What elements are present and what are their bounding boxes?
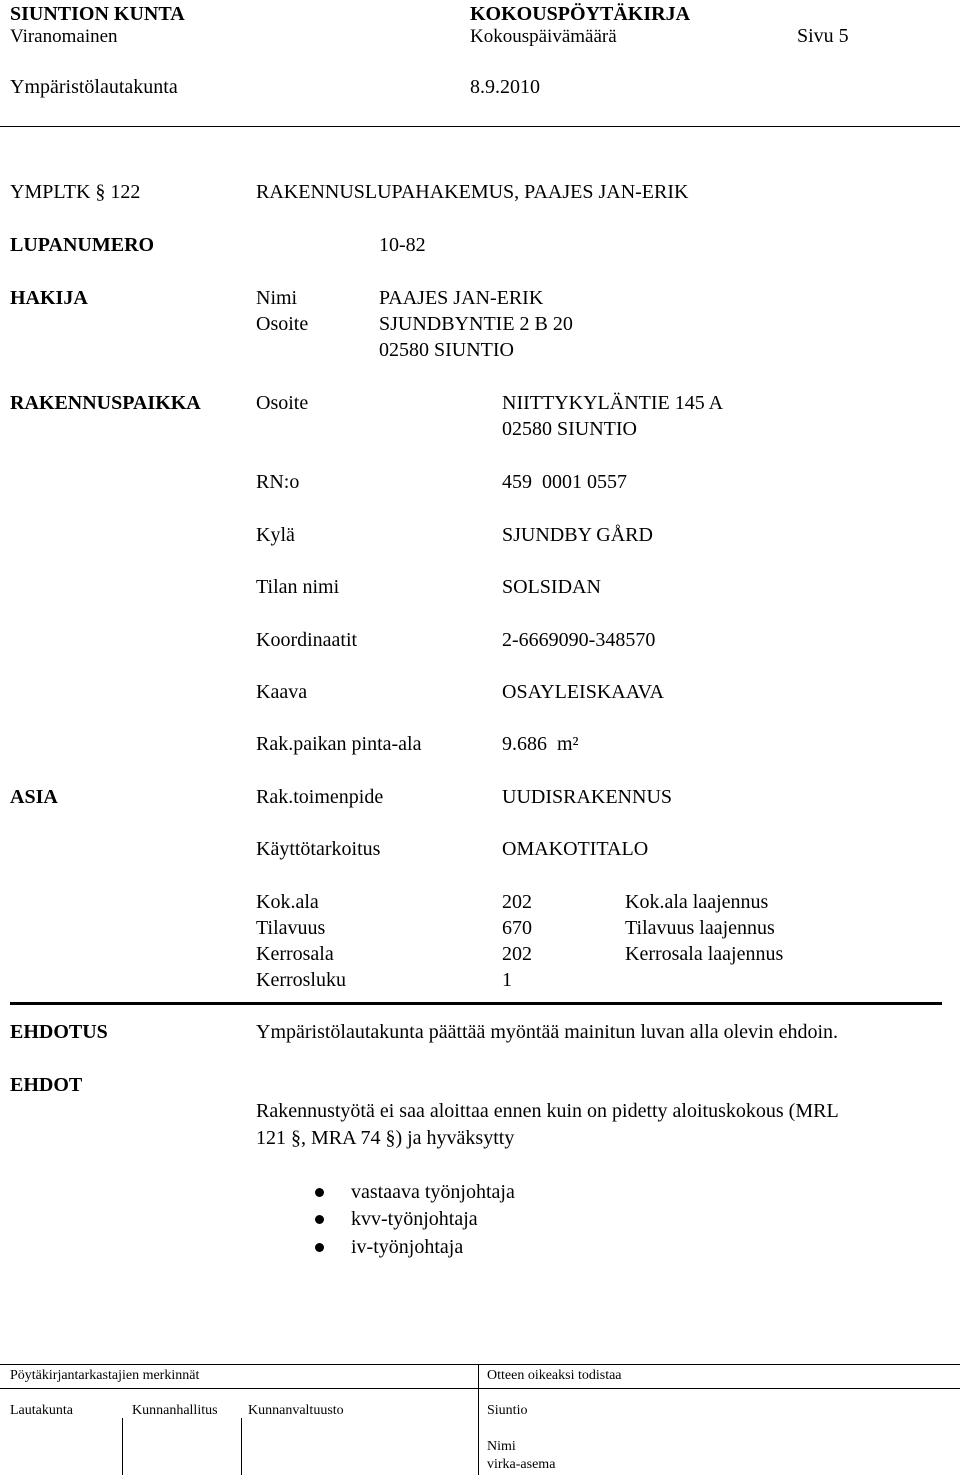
municipality-name: SIUNTION KUNTA	[10, 3, 185, 25]
footer-title-label: virka-asema	[487, 1457, 556, 1472]
metric-label: Kok.ala	[256, 891, 319, 913]
proposal-heading: EHDOTUS	[10, 1021, 108, 1043]
condition-item: iv-työnjohtaja	[351, 1236, 464, 1258]
meeting-date: 8.9.2010	[470, 76, 540, 98]
site-area-label: Rak.paikan pinta-ala	[256, 733, 422, 755]
conditions-text-line1: Rakennustyötä ei saa aloittaa ennen kuin on pidetty aloituskokous (MRL	[256, 1100, 839, 1122]
site-area-value: 9.686 m²	[502, 733, 579, 755]
coordinates-value: 2-6669090-348570	[502, 629, 656, 651]
footer-cell-divider	[241, 1418, 242, 1475]
meeting-date-label: Kokouspäivämäärä	[470, 26, 617, 47]
metric-value: 202	[502, 891, 532, 913]
metric-value: 202	[502, 943, 532, 965]
case-title: RAKENNUSLUPAHAKEMUS, PAAJES JAN-ERIK	[256, 181, 689, 203]
metric-extension-label: Kok.ala laajennus	[625, 891, 769, 913]
authority-label: Viranomainen	[10, 26, 118, 47]
village-label: Kylä	[256, 524, 295, 546]
bullet-icon	[315, 1215, 324, 1224]
footer-row-border	[0, 1388, 960, 1389]
estate-value: SOLSIDAN	[502, 576, 601, 598]
metric-label: Tilavuus	[256, 917, 326, 939]
use-label: Käyttötarkoitus	[256, 838, 381, 860]
section-divider	[10, 1002, 942, 1005]
permit-number: 10-82	[379, 234, 426, 256]
footer-top-border	[0, 1364, 960, 1365]
site-heading: RAKENNUSPAIKKA	[10, 392, 201, 414]
footer-cell-divider	[122, 1418, 123, 1475]
header-divider	[0, 126, 960, 127]
applicant-heading: HAKIJA	[10, 287, 88, 309]
condition-item: kvv-työnjohtaja	[351, 1208, 478, 1230]
footer-col-kunnanhallitus: Kunnanhallitus	[132, 1403, 218, 1418]
metric-label: Kerrosluku	[256, 969, 346, 991]
bullet-icon	[315, 1243, 324, 1252]
conditions-heading: EHDOT	[10, 1074, 83, 1096]
action-value: UUDISRAKENNUS	[502, 786, 673, 808]
metric-value: 670	[502, 917, 532, 939]
condition-item: vastaava työnjohtaja	[351, 1181, 515, 1203]
estate-label: Tilan nimi	[256, 576, 340, 598]
village-value: SJUNDBY GÅRD	[502, 524, 653, 546]
page-number: Sivu 5	[797, 25, 849, 47]
case-section: YMPLTK § 122	[10, 181, 141, 203]
plan-label: Kaava	[256, 681, 308, 703]
footer-col-kunnanvaltuusto: Kunnanvaltuusto	[248, 1403, 344, 1418]
matter-heading: ASIA	[10, 786, 58, 808]
metric-label: Kerrosala	[256, 943, 334, 965]
coordinates-label: Koordinaatit	[256, 629, 358, 651]
authority-name: Ympäristölautakunta	[10, 76, 178, 98]
metric-extension-label: Tilavuus laajennus	[625, 917, 775, 939]
applicant-address-line1: SJUNDBYNTIE 2 B 20	[379, 313, 573, 335]
applicant-name: PAAJES JAN-ERIK	[379, 287, 544, 309]
document-type: KOKOUSPÖYTÄKIRJA	[470, 3, 691, 25]
rno-value: 459 0001 0557	[502, 471, 627, 493]
site-address-line2: 02580 SIUNTIO	[502, 418, 637, 440]
footer-col-lautakunta: Lautakunta	[10, 1403, 73, 1418]
footer-column-divider	[478, 1364, 479, 1475]
applicant-name-label: Nimi	[256, 287, 298, 309]
plan-value: OSAYLEISKAAVA	[502, 681, 664, 703]
footer-place: Siuntio	[487, 1403, 528, 1418]
proposal-text: Ympäristölautakunta päättää myöntää mainitun luvan alla olevin ehdoin.	[256, 1021, 839, 1043]
use-value: OMAKOTITALO	[502, 838, 649, 860]
footer-name-label: Nimi	[487, 1439, 516, 1454]
certified-label: Otteen oikeaksi todistaa	[487, 1368, 622, 1383]
action-label: Rak.toimenpide	[256, 786, 384, 808]
site-address-line1: NIITTYKYLÄNTIE 145 A	[502, 392, 724, 414]
metric-value: 1	[502, 969, 512, 991]
permit-number-label: LUPANUMERO	[10, 234, 155, 256]
rno-label: RN:o	[256, 471, 300, 493]
applicant-address-label: Osoite	[256, 313, 309, 335]
applicant-address-line2: 02580 SIUNTIO	[379, 339, 514, 361]
metric-extension-label: Kerrosala laajennus	[625, 943, 784, 965]
bullet-icon	[315, 1188, 324, 1197]
site-address-label: Osoite	[256, 392, 309, 414]
conditions-text-line2: 121 §, MRA 74 §) ja hyväksytty	[256, 1127, 515, 1149]
reviewers-label: Pöytäkirjantarkastajien merkinnät	[10, 1368, 200, 1383]
